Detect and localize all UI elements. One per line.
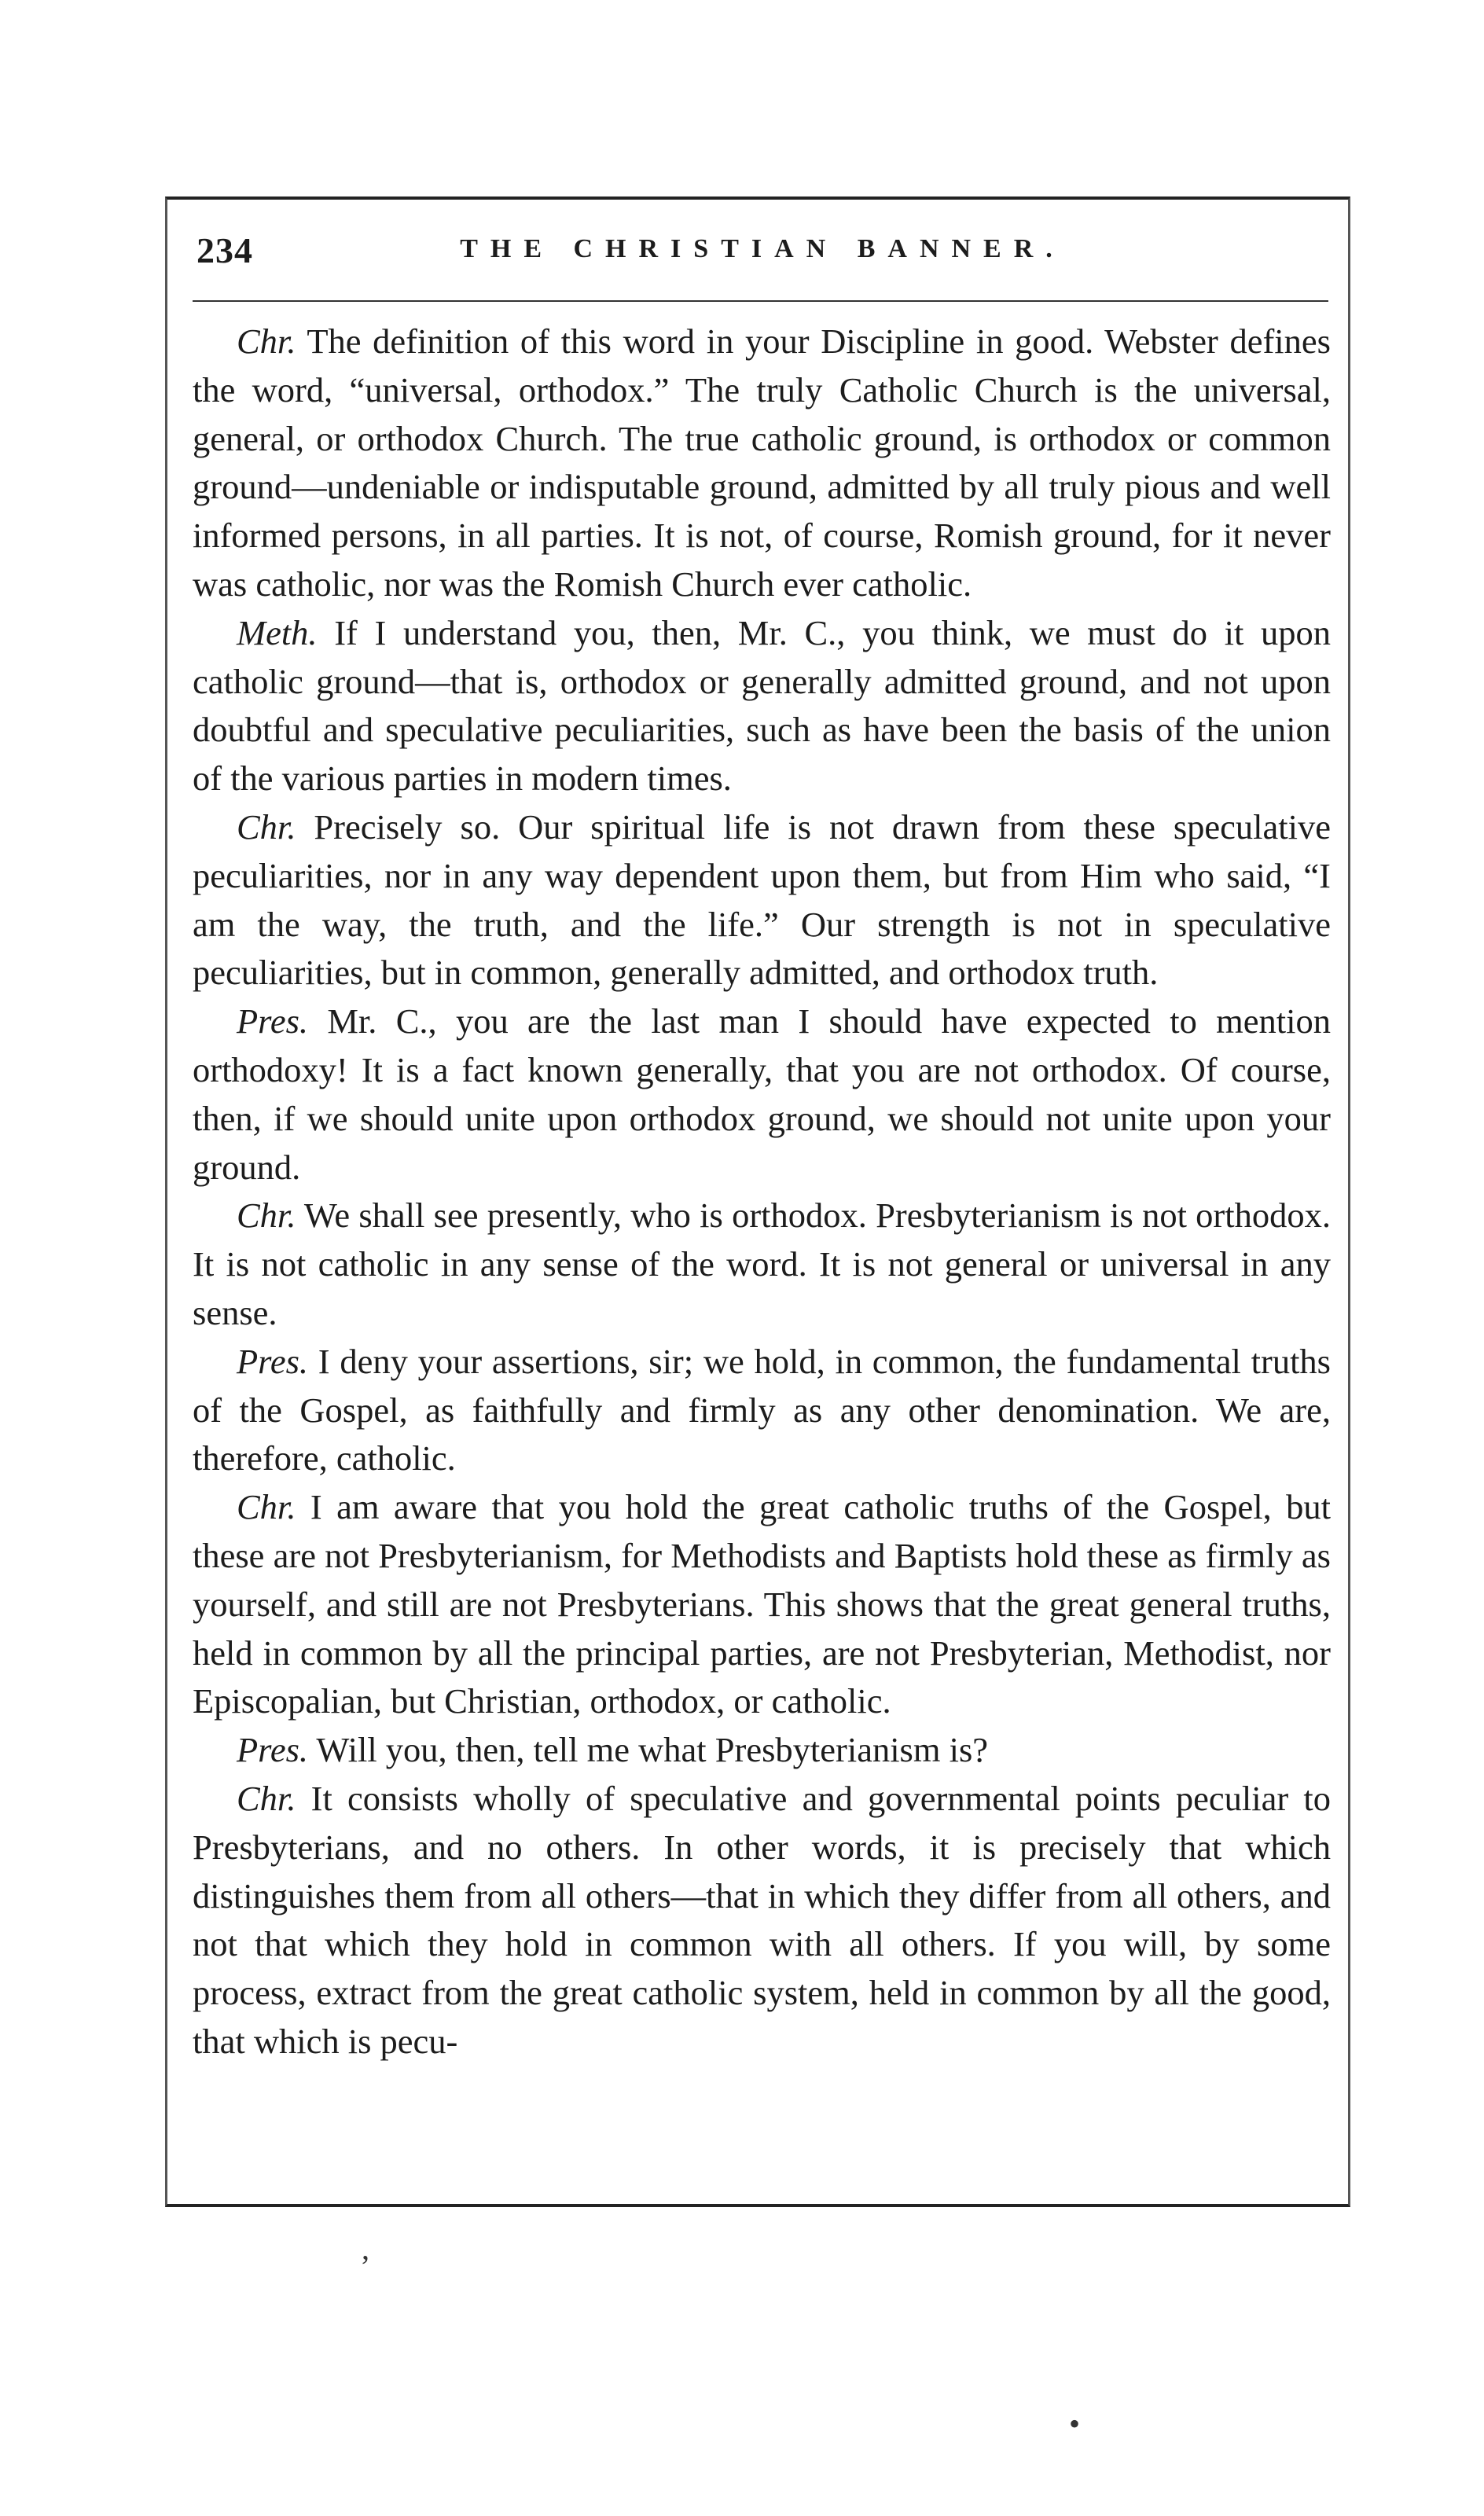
speaker-label: Meth. bbox=[237, 612, 318, 652]
speaker-label: Pres. bbox=[237, 1341, 309, 1381]
paragraph-text: Will you, then, tell me what Presbyterianism is? bbox=[316, 1730, 989, 1770]
stray-ink-mark: ʼ bbox=[360, 2249, 371, 2284]
speaker-label: Chr. bbox=[237, 321, 296, 361]
stray-ink-mark: • bbox=[1069, 2406, 1081, 2441]
speaker-label: Chr. bbox=[237, 1487, 296, 1527]
running-title: THE CHRISTIAN BANNER. bbox=[460, 234, 1065, 263]
speaker-label: Pres. bbox=[237, 1001, 309, 1041]
paragraph bbox=[193, 1483, 1331, 1726]
paragraph bbox=[193, 1192, 1331, 1337]
speaker-label: Pres. bbox=[237, 1730, 309, 1770]
speaker-label: Chr. bbox=[237, 1778, 296, 1818]
paragraph-text: It consists wholly of speculative and governmental points peculiar to Presbyterians, and no others. In other words, it is precisely that which distinguishes them from all others—that in which they differ from all others, and not that which they hold in common with all others. If you will, by some process, extract from the great catholic system, held in common by all the good, that which is pecu- bbox=[193, 1778, 1331, 2061]
page-number: 234 bbox=[197, 230, 253, 270]
paragraph bbox=[193, 1726, 1331, 1775]
paragraph bbox=[193, 609, 1331, 803]
paragraph-text: We shall see presently, who is orthodox. Presbyterianism is not orthodox. It is not catholic in any sense of the word. It is not general or universal in any sense. bbox=[193, 1196, 1331, 1332]
speaker-label: Chr. bbox=[237, 1196, 296, 1236]
paragraph-text: If I understand you, then, Mr. C., you think, we must do it upon catholic ground—that is, orthodox or generally admitted ground, and not upon doubtful and speculative peculiarities, such as have been the basis of the union of the various parties in modern times. bbox=[193, 612, 1331, 799]
paragraph-text: I deny your assertions, sir; we hold, in common, the fundamental truths of the Gospel, as faithfully and firmly as any other denomination. We are, therefore, catholic. bbox=[193, 1341, 1332, 1478]
body-text bbox=[193, 318, 1331, 2066]
paragraph bbox=[193, 997, 1331, 1192]
paragraph bbox=[193, 1775, 1331, 2066]
paragraph-text: The definition of this word in your Discipline in good. Webster defines the word, “universal, orthodox.” The truly Catholic Church is the universal, general, or orthodox Church. The true catholic ground, is orthodox or common ground—undeniable or indisputable ground, admitted by all truly pious and well informed persons, in all parties. It is not, of course, Romish ground, for it never was catholic, nor was the Romish Church ever catholic. bbox=[193, 321, 1331, 604]
header-rule bbox=[193, 300, 1328, 302]
paragraph-text: I am aware that you hold the great catholic truths of the Gospel, but these are not Presbyterianism, for Methodists and Baptists hold these as firmly as yourself, and still are not Presbyterians. This shows that the great general truths, held in common by all the principal parties, are not Presbyterian, Methodist, nor Episcopalian, but Christian, orthodox, or catholic. bbox=[193, 1487, 1332, 1721]
paragraph bbox=[193, 1338, 1331, 1483]
paragraph-text: Mr. C., you are the last man I should have expected to mention orthodoxy! It is a fact known generally, that you are not orthodox. Of course, then, if we should unite upon orthodox ground, we should not unite upon your ground. bbox=[193, 1001, 1331, 1187]
paragraph bbox=[193, 318, 1331, 609]
page-header bbox=[197, 230, 1328, 277]
paragraph bbox=[193, 803, 1331, 997]
speaker-label: Chr. bbox=[237, 806, 296, 847]
paragraph-text: Precisely so. Our spiritual life is not drawn from these speculative peculiarities, nor in any way dependent upon them, but from Him who said, “I am the way, the truth, and the life.” Our strength is not in speculative peculiarities, but in common, generally admitted, and orthodox truth. bbox=[193, 806, 1331, 993]
